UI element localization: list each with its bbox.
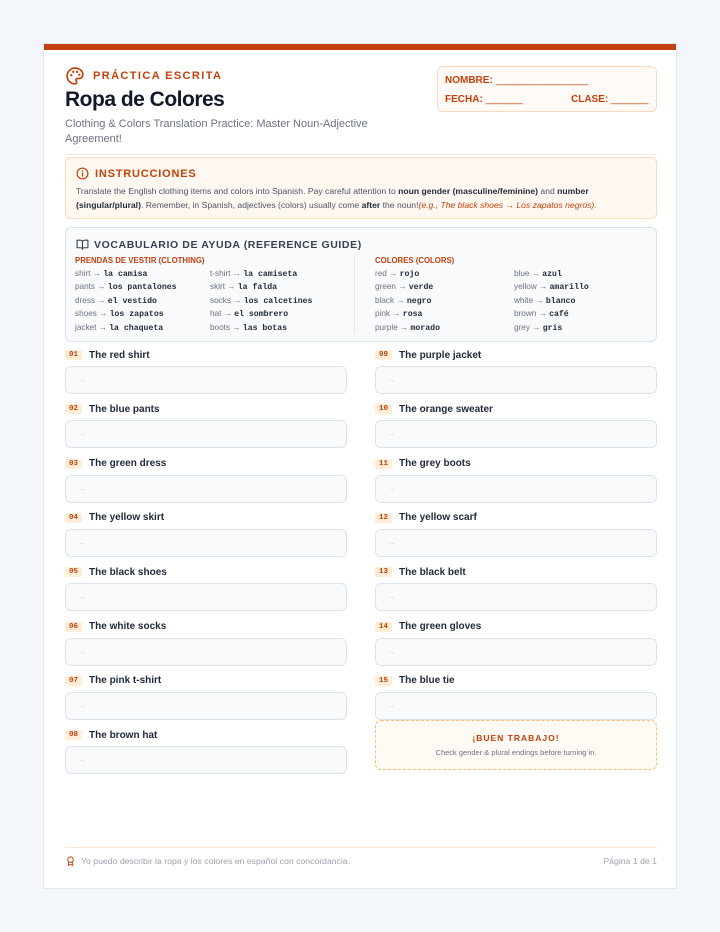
exercise-item (65, 620, 347, 666)
answer-placeholder: → (78, 375, 86, 384)
answer-field[interactable] (65, 692, 347, 720)
footer-divider (65, 847, 657, 848)
clothing-vocab-item: skirt → la falda (210, 282, 278, 293)
answer-placeholder: → (388, 375, 396, 384)
exercise-number: 13 (375, 567, 392, 577)
footer-motto: Yo puedo describir la ropa y los colores en español con concordancia. (81, 856, 351, 866)
colors-vocab-item: brown → café (514, 309, 569, 320)
clothing-vocab-item: hat → el sombrero (210, 309, 289, 320)
class-field[interactable] (571, 94, 648, 105)
exercise-prompt: The blue tie (399, 675, 455, 687)
page-title: Ropa de Colores (65, 88, 225, 111)
clothing-vocab-item: jacket → la chaqueta (75, 322, 164, 333)
answer-placeholder: → (78, 429, 86, 439)
info-icon (76, 167, 89, 180)
answer-placeholder: → (78, 592, 86, 602)
colors-vocab-item: grey → gris (514, 322, 563, 333)
answer-placeholder: → (78, 483, 86, 493)
name-field[interactable] (445, 75, 587, 86)
page-subtitle: Clothing & Colors Translation Practice: Master Noun-Adjective Agreement! (65, 118, 368, 145)
exercise-number: 06 (65, 622, 82, 632)
instructions-title: INSTRUCCIONES (95, 167, 197, 180)
clothing-vocab-item: shoes → los zapatos (75, 309, 164, 320)
exercise-number: 04 (65, 513, 82, 523)
date-rule: ________ (485, 94, 523, 105)
colors-vocab-item: white → blanco (514, 295, 576, 306)
exercise-item (65, 565, 347, 611)
answer-field[interactable] (375, 366, 657, 394)
answer-placeholder: → (78, 755, 86, 765)
exercise-number: 11 (375, 459, 392, 469)
clothing-vocab-item: pants → los pantalones (75, 282, 177, 293)
answer-field[interactable] (375, 692, 657, 720)
vocabulary-divider (354, 256, 355, 334)
exercise-number: 02 (65, 404, 82, 414)
exercise-item (375, 620, 657, 666)
exercise-prompt: The pink t-shirt (89, 675, 162, 687)
answer-field[interactable] (375, 583, 657, 611)
exercise-item (375, 565, 657, 611)
exercise-item (65, 457, 347, 503)
date-label: FECHA: (445, 94, 483, 105)
clothing-vocab-item: shirt → la camisa (75, 269, 148, 279)
exercise-number: 12 (375, 513, 392, 523)
exercise-item (375, 348, 657, 394)
exercise-number: 05 (65, 567, 82, 577)
good-job-note (375, 720, 657, 770)
exercise-number: 01 (65, 350, 82, 360)
colors-vocab-item: black → negro (375, 295, 432, 306)
answer-field[interactable] (375, 638, 657, 666)
instructions-example: (e.g., The black shoes → Los zapatos negros). (418, 200, 597, 210)
page-number: Página 1 de 1 (603, 856, 657, 866)
colors-title: COLORES (COLORS) (375, 256, 455, 265)
answer-placeholder: → (388, 537, 396, 547)
clothing-vocab-item: dress → el vestido (75, 295, 157, 306)
student-info-box (437, 66, 657, 112)
answer-placeholder: → (388, 646, 396, 656)
exercise-prompt: The blue pants (89, 403, 160, 415)
instructions-text: Translate the English clothing items and colors into Spanish. Pay careful attention to noun gender (masculine/feminine) and number (singular/plural). Remember, in Spanish, adjectives (colors) usually come after the noun! (e.g., The black shoes → Los zapatos negros). (76, 184, 648, 212)
answer-placeholder: → (388, 429, 396, 439)
answer-field[interactable] (375, 475, 657, 503)
exercise-prompt: The brown hat (89, 729, 158, 741)
name-rule: ____________________ (495, 75, 587, 86)
answer-placeholder: → (388, 592, 396, 602)
good-job-title: ¡BUEN TRABAJO! (472, 733, 560, 744)
exercise-prompt: The green dress (89, 458, 167, 470)
exercise-item (65, 674, 347, 720)
instructions-box (65, 157, 657, 219)
award-icon (65, 855, 76, 867)
exercise-number: 10 (375, 404, 392, 414)
date-field[interactable] (445, 94, 522, 105)
class-rule: ________ (611, 94, 648, 105)
answer-field[interactable] (375, 420, 657, 448)
exercise-number: 03 (65, 459, 82, 469)
good-job-text: Check gender & plural endings before turning in. (435, 748, 597, 758)
class-label: CLASE: (571, 94, 609, 105)
colors-column (375, 256, 649, 334)
clothing-column (75, 256, 345, 334)
exercise-item (375, 674, 657, 720)
clothing-vocab-item: socks → los calcetines (210, 295, 313, 306)
answer-placeholder: → (388, 700, 396, 710)
exercise-number: 09 (375, 350, 392, 360)
footer-motto-row (65, 855, 350, 867)
exercise-prompt: The red shirt (89, 349, 150, 361)
exercise-prompt: The green gloves (399, 621, 482, 632)
exercise-item (65, 511, 347, 557)
exercise-item (65, 348, 347, 394)
answer-placeholder: → (78, 646, 86, 656)
exercise-number: 07 (65, 676, 82, 686)
answer-field[interactable] (65, 475, 347, 503)
clothing-vocab-item: t-shirt → la camiseta (210, 269, 298, 279)
answer-field[interactable] (65, 638, 347, 666)
accent-bar (44, 44, 676, 50)
answer-field[interactable] (375, 529, 657, 557)
exercise-item (65, 402, 347, 448)
colors-vocab-item: red → rojo (375, 269, 420, 279)
header-divider (65, 154, 657, 155)
colors-vocab-item: green → verde (375, 282, 434, 293)
exercise-number: 08 (65, 730, 82, 740)
answer-field[interactable] (65, 746, 347, 774)
vocabulary-box (65, 227, 657, 342)
exercise-prompt: The yellow scarf (399, 512, 477, 524)
book-open-icon (76, 238, 89, 251)
exercise-item (375, 511, 657, 557)
vocabulary-title: VOCABULARIO DE AYUDA (REFERENCE GUIDE) (94, 238, 362, 251)
name-label: NOMBRE: (445, 75, 493, 86)
exercise-number: 15 (375, 676, 392, 686)
exercise-number: 14 (375, 622, 392, 632)
exercise-prompt: The white socks (89, 621, 167, 632)
colors-vocab-item: blue → azul (514, 269, 562, 279)
exercise-item (65, 728, 347, 774)
kicker-label: PRÁCTICA ESCRITA (93, 70, 223, 82)
answer-field[interactable] (65, 366, 347, 394)
colors-vocab-item: yellow → amarillo (514, 282, 589, 293)
clothing-vocab-item: boots → las botas (210, 322, 288, 333)
exercise-prompt: The purple jacket (399, 349, 482, 361)
worksheet-page (43, 43, 677, 889)
exercise-prompt: The orange sweater (399, 403, 493, 415)
answer-placeholder: → (388, 483, 396, 493)
answer-field[interactable] (65, 583, 347, 611)
exercise-item (375, 457, 657, 503)
exercise-prompt: The black belt (399, 566, 466, 578)
answer-field[interactable] (65, 420, 347, 448)
exercise-prompt: The yellow skirt (89, 512, 165, 524)
clothing-title: PRENDAS DE VESTIR (CLOTHING) (75, 256, 205, 265)
answer-field[interactable] (65, 529, 347, 557)
exercise-prompt: The black shoes (89, 566, 167, 578)
kicker-row (65, 66, 222, 86)
colors-vocab-item: pink → rosa (375, 309, 423, 320)
palette-icon (65, 66, 85, 86)
exercise-item (375, 402, 657, 448)
answer-placeholder: → (78, 537, 86, 547)
answer-placeholder: → (78, 700, 86, 710)
exercise-prompt: The grey boots (399, 458, 471, 470)
colors-vocab-item: purple → morado (375, 322, 440, 333)
